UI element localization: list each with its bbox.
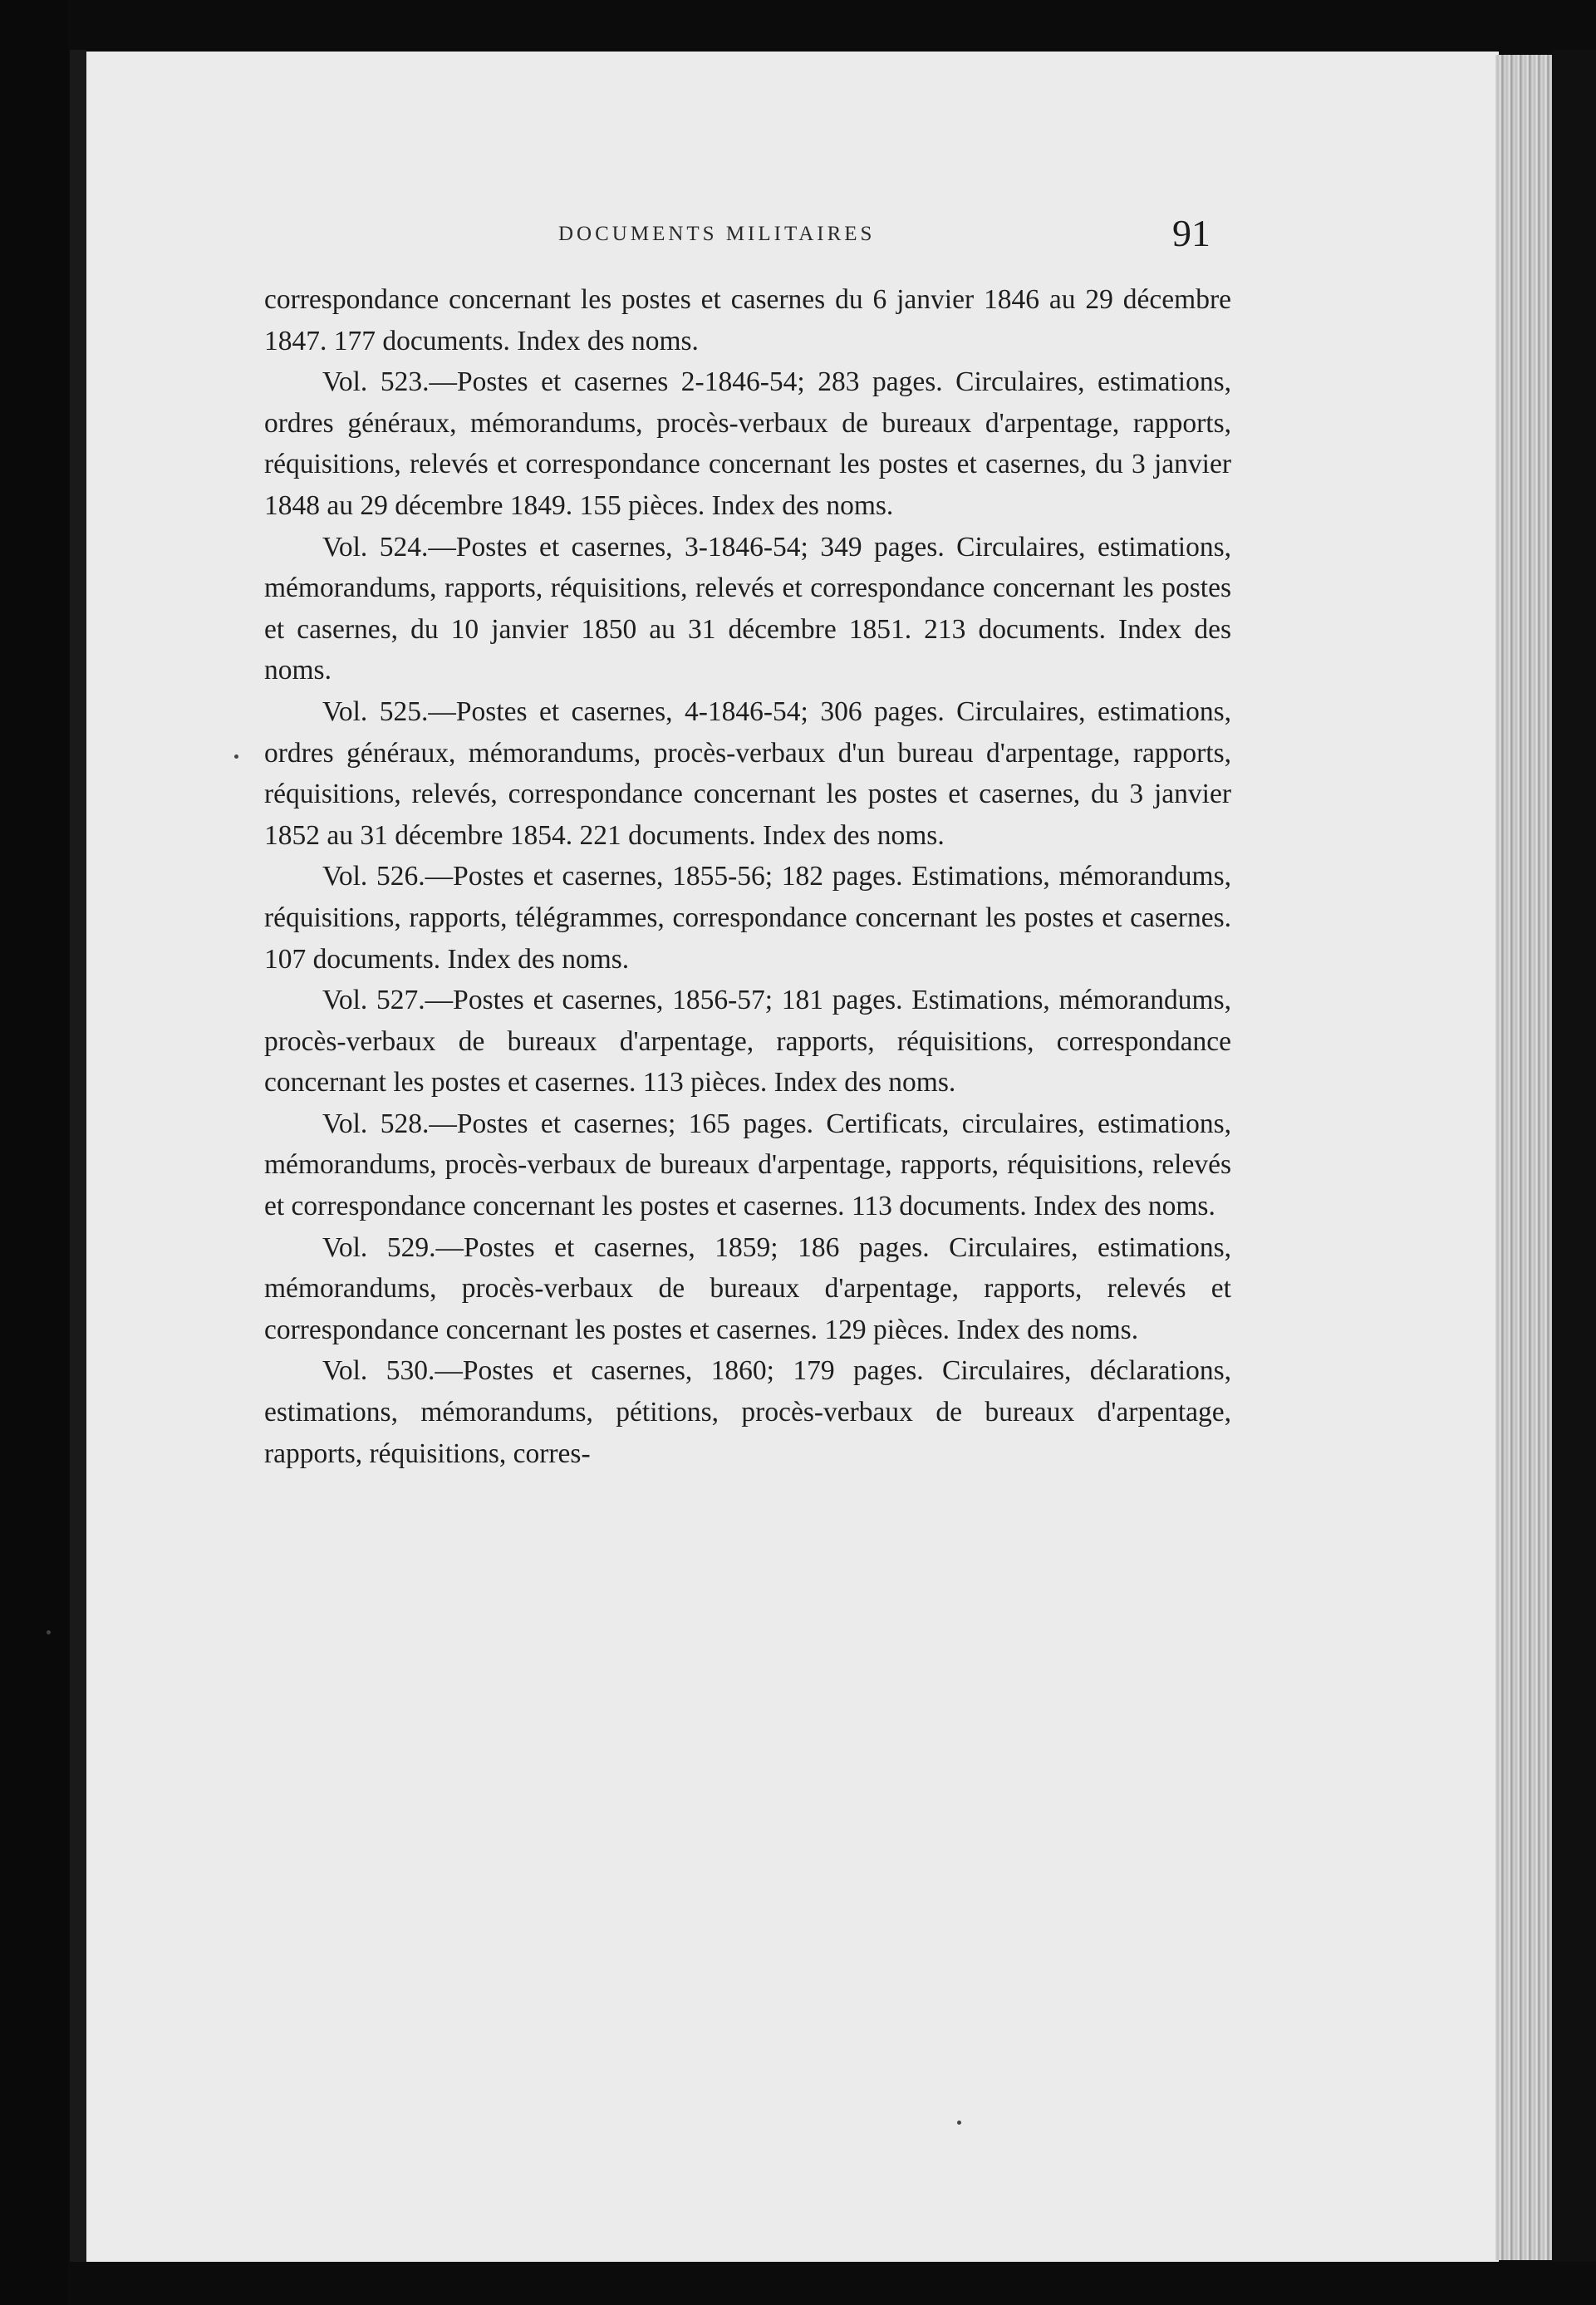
- scan-speck: [957, 2121, 961, 2125]
- scan-right-border: [1552, 50, 1596, 2277]
- scan-bottom-border: [68, 2262, 1596, 2305]
- running-title: DOCUMENTS MILITAIRES: [558, 223, 876, 245]
- scan-speck: [234, 754, 238, 759]
- paragraph: Vol. 527.—Postes et casernes, 1856-57; 181 pages. Estimations, mémorandums, procès-verbaux de bureaux d'arpentage, rapports, réquisitions, correspondance concernant les postes et casernes. 113 pièces. Index des noms.: [264, 985, 1231, 1098]
- paragraph: Vol. 523.—Postes et casernes 2-1846-54; 283 pages. Circulaires, estimations, ordres généraux, mémorandums, procès-verbaux de bureaux d'arpentage, rapports, réquisitions, relevés et correspondance concernant les postes et casernes, du 3 janvier 1848 au 29 décembre 1849. 155 pièces. Index des noms.: [264, 366, 1231, 521]
- scan-speck: [47, 1630, 51, 1634]
- paragraph: Vol. 524.—Postes et casernes, 3-1846-54; 349 pages. Circulaires, estimations, mémorandums, rapports, réquisitions, relevés et correspondance concernant les postes et casernes, du 10 janvier 1850 au 31 décembre 1851. 213 documents. Index des noms.: [264, 531, 1231, 686]
- paragraph: Vol. 528.—Postes et casernes; 165 pages. Certificats, circulaires, estimations, mémorandums, procès-verbaux de bureaux d'arpentage, rapports, réquisitions, relevés et correspondance concernant les postes et casernes. 113 documents. Index des noms.: [264, 1108, 1231, 1222]
- body-text: [264, 279, 1231, 1474]
- paragraph: Vol. 526.—Postes et casernes, 1855-56; 182 pages. Estimations, mémorandums, réquisitions, rapports, télégrammes, correspondance concernant les postes et casernes. 107 documents. Index des noms.: [264, 861, 1231, 975]
- paragraph: Vol. 530.—Postes et casernes, 1860; 179 pages. Circulaires, déclarations, estimations, mémorandums, pétitions, procès-verbaux de bureaux d'arpentage, rapports, réquisitions, corres-: [264, 1355, 1231, 1469]
- paragraph: Vol. 525.—Postes et casernes, 4-1846-54; 306 pages. Circulaires, estimations, ordres généraux, mémorandums, procès-verbaux d'un bureau d'arpentage, rapports, réquisitions, relevés, correspondance concernant les postes et casernes, du 3 janvier 1852 au 31 décembre 1854. 221 documents. Index des noms.: [264, 695, 1231, 851]
- page-number: 91: [1172, 212, 1211, 254]
- paragraph: correspondance concernant les postes et casernes du 6 janvier 1846 au 29 décembre 1847. 177 documents. Index des noms.: [264, 284, 1231, 356]
- page-stack-edge: [1495, 55, 1554, 2260]
- scan-left-border: [0, 0, 68, 2305]
- scan-binding-shadow: [70, 50, 86, 2285]
- page-header: [86, 214, 1499, 273]
- paragraph: Vol. 529.—Postes et casernes, 1859; 186 pages. Circulaires, estimations, mémorandums, procès-verbaux de bureaux d'arpentage, rapports, relevés et correspondance concernant les postes et casernes. 129 pièces. Index des noms.: [264, 1231, 1231, 1345]
